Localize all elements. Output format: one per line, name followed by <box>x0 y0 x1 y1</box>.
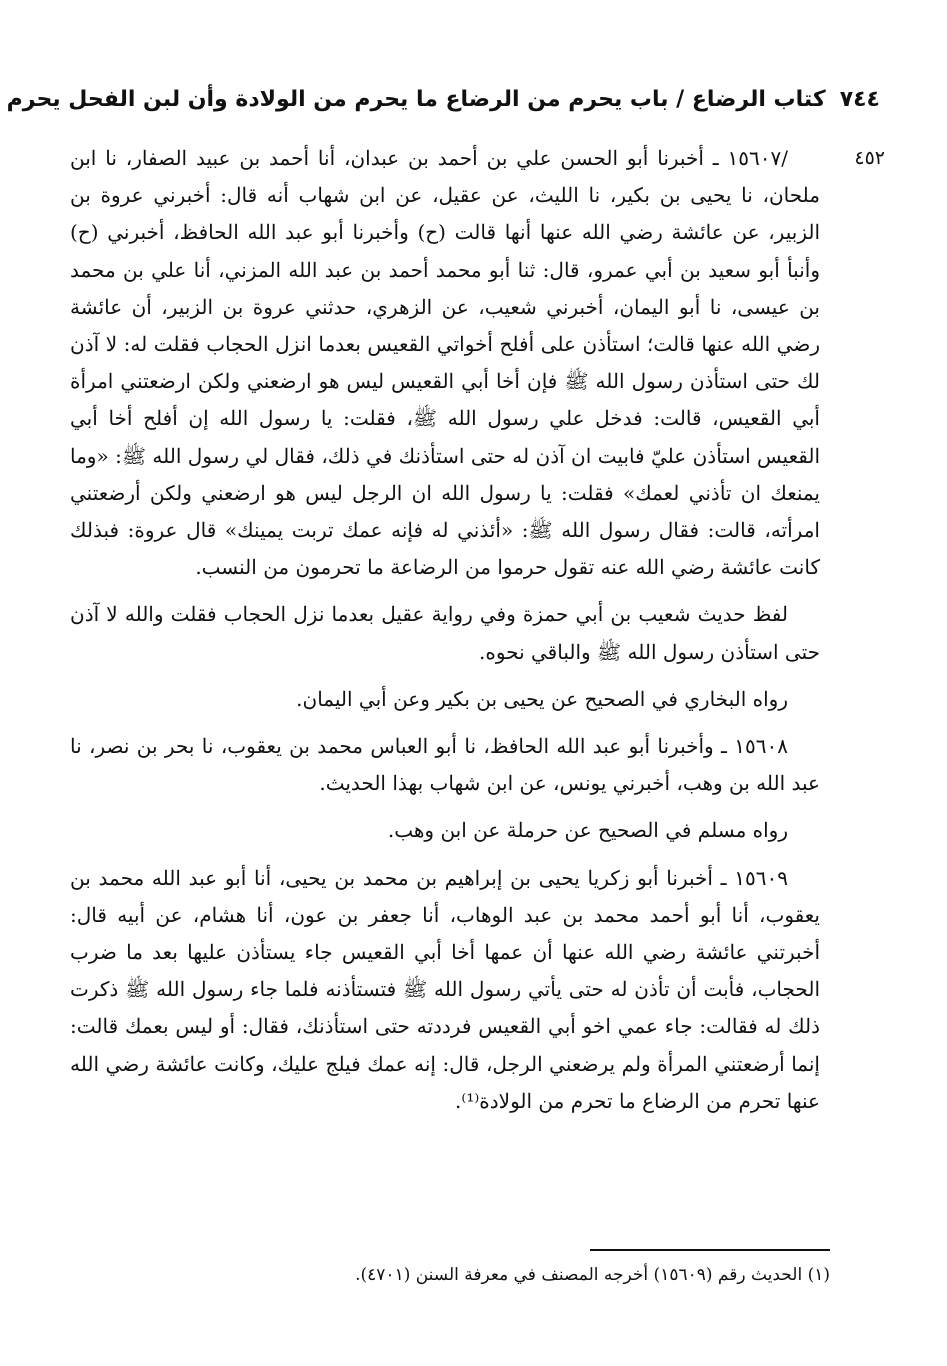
hadith-15607: /١٥٦٠٧ ـ أخبرنا أبو الحسن علي بن أحمد بن عبدان، أنا أحمد بن عبيد الصفار، نا ابن ملحان، نا يحيى بن بكير، نا الليث، عن عقيل، عن ابن شهاب أنه قال: أخبرني عروة بن الزبير، عن عائشة رضي الله عنها أنها قالت (ح) وأخبرنا أبو عبد الله الحافظ، أخبرني (ح) وأنبأ أبو سعيد بن أبي عمرو، قال: ثنا أبو محمد أحمد بن عبد الله المزني، أنا علي بن محمد بن عيسى، نا أبو اليمان، أخبرني شعيب، عن الزهري، حدثني عروة بن الزبير، أن عائشة رضي الله عنها قالت؛ استأذن على أفلح أخواتي القعيس بعدما انزل الحجاب فقلت له: لا آذن لك حتى استأذن رسول الله ﷺ فإن أخا أبي القعيس ليس هو ارضعني ولكن ارضعتني امرأة أبي القعيس، قالت: فدخل علي رسول الله ﷺ، فقلت: يا رسول الله إن أفلح أخا أبي القعيس استأذن عليّ فابيت ان آذن له حتى استأذنك في ذلك، فقال لي رسول الله ﷺ: «وما يمنعك ان تأذني لعمك» فقلت: يا رسول الله ان الرجل ليس هو ارضعني ولكن أرضعتني امرأته، قالت: فقال رسول الله ﷺ: «أئذني له فإنه عمك تربت يمينك» قال عروة: فبذلك كانت عائشة رضي الله عنه تقول حرموا من الرضاعة ما تحرمون من النسب. <box>70 146 821 580</box>
footnote-separator <box>590 1249 830 1251</box>
bukhari-note: رواه البخاري في الصحيح عن يحيى بن بكير وعن أبي اليمان. <box>296 686 788 711</box>
wording-note: لفظ حديث شعيب بن أبي حمزة وفي رواية عقيل بعدما نزل الحجاب فقلت والله لا آذن حتى استأذن رسول الله ﷺ والباقي نحوه. <box>70 602 820 664</box>
muslim-note: رواه مسلم في الصحيح عن حرملة عن ابن وهب. <box>387 818 788 843</box>
hadith-15609: ١٥٦٠٩ ـ أخبرنا أبو زكريا يحيى بن إبراهيم بن محمد بن يحيى، أنا أبو عبد الله محمد بن يعقوب، أنا أبو أحمد محمد بن عبد الوهاب، أنا جعفر بن عون، أنا هشام، عن أبيه قال: أخبرتني عائشة رضي الله عنها أن عمها أخا أبي القعيس جاء يستأذن عليها بعد ما ضرب الحجاب، فأبت أن تأذن له حتى يأتي رسول الله ﷺ فتستأذنه فلما جاء رسول الله ﷺ ذكرت ذلك له فقالت: جاء عمي اخو أبي القعيس فرددته حتى استأذنك، فقال: أو ليس بعمك قالت: إنما أرضعتني المرأة ولم يرضعني الرجل، قال: إنه عمك فيلج عليك، وكانت عائشة رضي الله عنها تحرم من الرضاع ما تحرم من الولادة⁽¹⁾. <box>70 865 820 1113</box>
hadith-15608: ١٥٦٠٨ ـ وأخبرنا أبو عبد الله الحافظ، نا أبو العباس محمد بن يعقوب، نا بحر بن نصر، نا عبد الله بن وهب، أخبرني يونس، عن ابن شهاب بهذا الحديث. <box>70 734 820 796</box>
page-number: ٧٤٤ <box>839 87 880 112</box>
footnote: (١) الحديث رقم (١٥٦٠٩) أخرجه المصنف في معرفة السنن (٤٧٠١). <box>355 1265 830 1285</box>
running-header <box>6 80 880 120</box>
main-text <box>70 140 820 1120</box>
margin-page-reference: ٤٥٢ <box>854 147 885 169</box>
running-title: كتاب الرضاع / باب يحرم من الرضاع ما يحرم من الولادة وأن لبن الفحل يحرم <box>6 87 826 112</box>
